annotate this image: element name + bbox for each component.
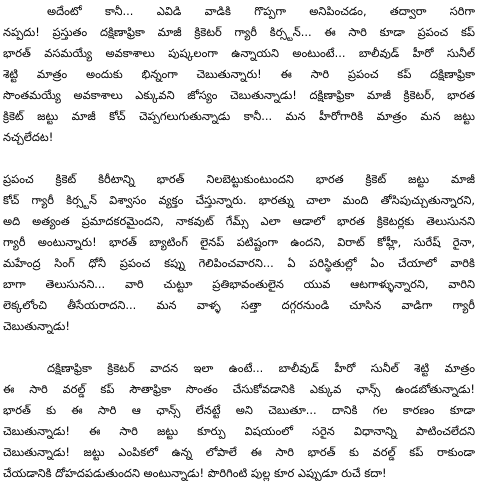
- text-line: చెబుతున్నాడు! ఈ సారి జట్టు కూర్పు విషయంలో సరైన విధానాన్ని పాటించలేదని: [3, 424, 475, 438]
- text-line: చెబుతున్నాడు!: [3, 319, 70, 333]
- text-line: అదేంటో కానీ... ఎవిడి వాడికి గొప్పగా అనిపించడం, తద్వారా సరిగా: [47, 4, 475, 18]
- text-line: నప్పదు! ప్రస్తుతం దక్షిణాఫ్రికా మాజీ క్రికెటర్ గ్యారీ కిర్స్టన్... ఈ సారి కూడా ప్రపంచ కప్: [3, 25, 475, 39]
- paragraph-3: [3, 358, 475, 482]
- text-line: చేయడానికి దోహదపడుతుందని అంటున్నాడు! పొరిగింటి పుల్ల కూర ఎప్పుడూ రుచే కదా!: [3, 466, 387, 480]
- paragraph-1: [3, 1, 475, 148]
- text-line: ప్రపంచ క్రికెట్ కిరీటాన్ని భారత్ నిలబెట్టుకుంటుందని భారత క్రికెట్ జట్టు మాజీ: [3, 172, 475, 186]
- text-line: ఈ సారి వరల్డ్ కప్ సౌతాఫ్రికా సొంతం చేసుకోవడానికి ఎక్కువ ఛాన్స్ ఉండబోతున్నాడు!: [3, 382, 475, 396]
- text-line: శెట్టి మాత్రం అందుకు భిన్నంగా చెబుతున్నారు! ఈ సారి ప్రపంచ కప్ దక్షిణాఫ్రికా: [3, 67, 475, 81]
- text-line: భారత్ కు ఈ సారి ఆ ఛాన్స్ లేనట్టే అని చెబుతూ... దానికి గల కారణం కూడా: [3, 403, 475, 417]
- paragraph-gap: [3, 148, 475, 169]
- text-line: క్రికెట్ జట్టు మాజీ కోచ్ చెప్పగలుగుతున్నాడు కానీ... మన హీరోగారికి మాత్రం మన జట్టు: [3, 109, 475, 123]
- paragraph-2: [3, 169, 475, 337]
- text-line: దక్షిణాఫ్రికా క్రికెటర్ వాదన ఇలా ఉంటే... బాలీవుడ్ హీరో సునీల్ శెట్టి మాత్రం: [47, 361, 475, 375]
- text-line: మహేంద్ర సింగ్ ధోనీ ప్రపంచ కప్ను గెలిపించవారని... ఏ పరిస్థితుల్లో ఏం చేయాలో వారికి: [3, 256, 475, 270]
- text-line: గ్యారీ అంటున్నారు! భారత్ బ్యాటింగ్ లైనప్ పటిష్టంగా ఉందని, విరాట్ కోహ్లీ, సురేష్ రైనా,: [3, 235, 475, 249]
- text-line: నచ్చలేదట!: [3, 130, 54, 144]
- text-line: కోచ్ గ్యారీ కిర్స్టన్ విశ్వాసం వ్యక్తం చేస్తున్నారు. భారత్ను చాలా మంది తోసిపుచ్చుతున్నారని,: [3, 193, 475, 207]
- text-line: సొంతమయ్యే అవకాశాలు ఎక్కువని జోస్యం చెబుతున్నాడు! దక్షిణాఫ్రికా మాజీ క్రికెటర్, భారత: [3, 88, 475, 102]
- text-line: అది అత్యంత ప్రమాదకరమైందని, నాకవుట్ గేమ్స్ ఎలా ఆడాలో భారత క్రికెటర్లకు తెలుసునని: [3, 214, 475, 228]
- text-line: భారత్ వసమయ్యే అవకాశాలు పుష్కలంగా ఉన్నాయని అంటుంటే... బాలీవుడ్ హీరో సునీల్: [3, 46, 475, 60]
- text-line: చెబుతున్నాడు! జట్టు ఎంపికలో ఉన్న లోపాలే ఈ సారి భారత్ కు వరల్డ్ కప్ రాకుండా: [3, 445, 475, 459]
- text-line: బాగా తెలుసునని... వారి చుట్టూ ప్రతిభావంతులైన యువ ఆటగాళ్ళున్నారని, వారిని: [3, 277, 475, 291]
- paragraph-gap: [3, 337, 475, 358]
- text-line: లెక్కలోంచి తీసేయరాదని... మన వాళ్ళ సత్తా దగ్గరనుండి చూసిన వాడిగా గ్యారీ: [3, 298, 475, 312]
